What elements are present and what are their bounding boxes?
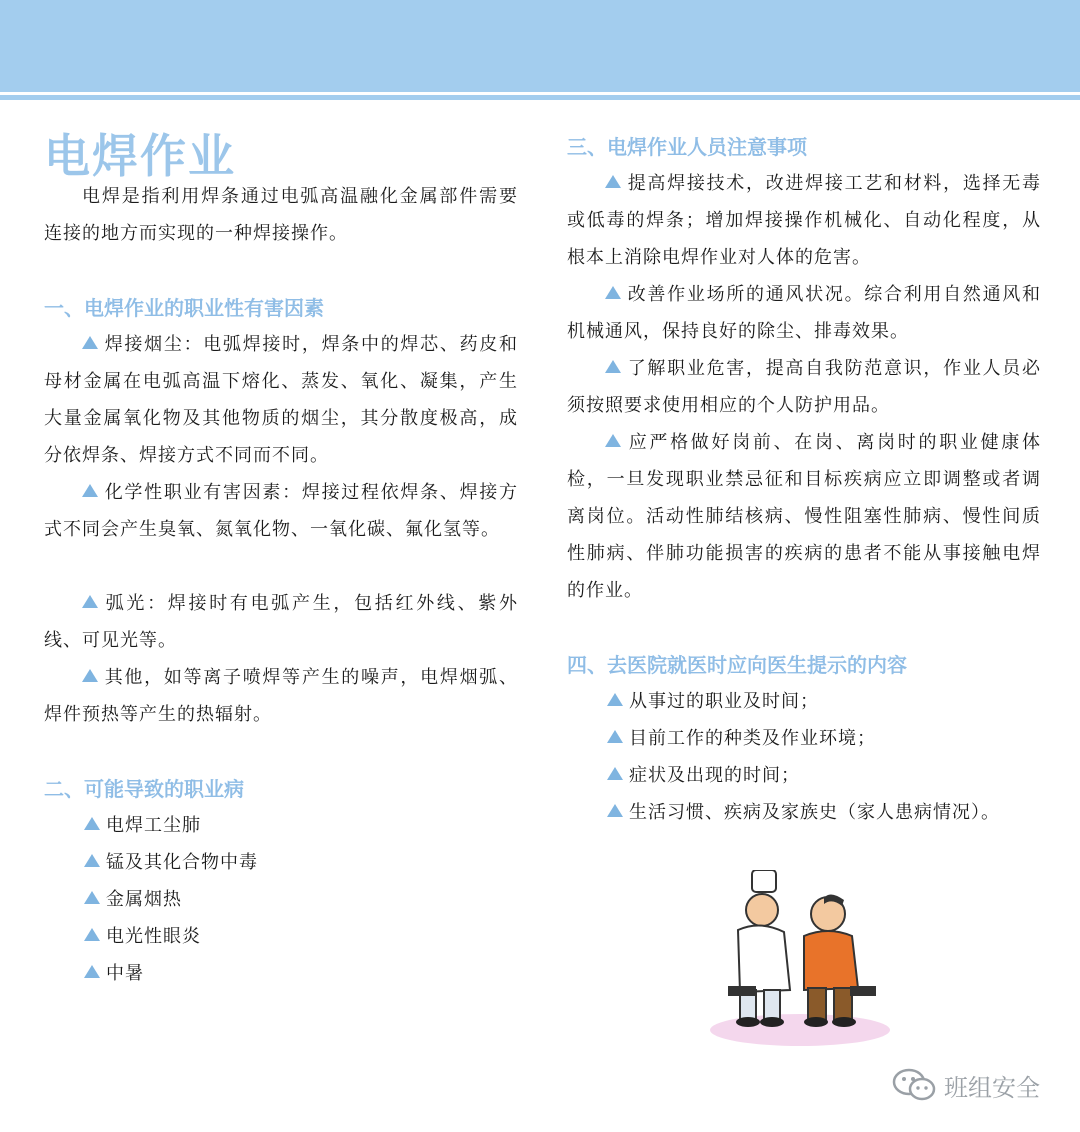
section1-paragraph: 其他，如等离子喷焊等产生的噪声，电焊烟弧、焊件预热等产生的热辐射。	[44, 667, 518, 725]
section1-heading: 一、电焊作业的职业性有害因素	[44, 296, 324, 320]
header-band	[0, 0, 1080, 92]
intro-paragraph: 电焊是指利用焊条通过电弧高温融化金属部件需要连接的地方而实现的一种焊接操作。	[44, 186, 518, 244]
section3-paragraph: 了解职业危害，提高自我防范意识，作业人员必须按照要求使用相应的个人防护用品。	[567, 358, 1041, 416]
section3-paragraph: 改善作业场所的通风状况。综合利用自然通风和机械通风，保持良好的除尘、排毒效果。	[567, 284, 1041, 342]
triangle-bullet-icon	[84, 854, 100, 867]
triangle-bullet-icon	[607, 730, 623, 743]
triangle-bullet-icon	[82, 484, 98, 497]
triangle-bullet-icon	[84, 965, 100, 978]
section4-heading: 四、去医院就医时应向医生提示的内容	[567, 653, 907, 677]
list-item: 症状及出现的时间；	[607, 757, 800, 794]
triangle-bullet-icon	[607, 693, 623, 706]
list-item: 生活习惯、疾病及家族史（家人患病情况）。	[607, 794, 1000, 831]
triangle-bullet-icon	[605, 286, 621, 299]
list-item: 目前工作的种类及作业环境；	[607, 720, 876, 757]
section1-paragraph: 化学性职业有害因素：焊接过程依焊条、焊接方式不同会产生臭氧、氮氧化物、一氧化碳、氟化氢等。	[44, 482, 518, 540]
section1-paragraph: 弧光：焊接时有电弧产生，包括红外线、紫外线、可见光等。	[44, 593, 518, 651]
triangle-bullet-icon	[84, 891, 100, 904]
triangle-bullet-icon	[605, 360, 621, 373]
watermark	[892, 1065, 1040, 1105]
triangle-bullet-icon	[605, 175, 621, 188]
wechat-icon	[892, 1067, 936, 1103]
section1-paragraph: 焊接烟尘：电弧焊接时，焊条中的焊芯、药皮和母材金属在电弧高温下熔化、蒸发、氧化、凝集，产生大量金属氧化物及其他物质的烟尘，其分散度极高，成分依焊条、焊接方式不同而不同。	[44, 334, 518, 466]
triangle-bullet-icon	[84, 928, 100, 941]
section3-paragraph: 应严格做好岗前、在岗、离岗时的职业健康体检，一旦发现职业禁忌征和目标疾病应立即调整或者调离岗位。活动性肺结核病、慢性阻塞性肺病、慢性间质性肺病、伴肺功能损害的疾病的患者不能从事接触电焊的作业。	[567, 432, 1041, 601]
list-item: 中暑	[84, 955, 144, 992]
triangle-bullet-icon	[607, 767, 623, 780]
triangle-bullet-icon	[82, 595, 98, 608]
shadow-shape	[710, 1014, 890, 1046]
triangle-bullet-icon	[84, 817, 100, 830]
triangle-bullet-icon	[605, 434, 621, 447]
list-item: 电光性眼炎	[84, 918, 201, 955]
header-divider	[0, 95, 1080, 100]
watermark-text: 班组安全	[944, 1073, 1040, 1102]
page-title: 电焊作业	[44, 129, 236, 183]
doctor-figure	[728, 870, 790, 1027]
section3-paragraph: 提高焊接技术，改进焊接工艺和材料，选择无毒或低毒的焊条；增加焊接操作机械化、自动化程度，从根本上消除电焊作业对人体的危害。	[567, 173, 1041, 268]
section3-heading: 三、电焊作业人员注意事项	[567, 135, 807, 159]
doctor-patient-illustration	[700, 870, 900, 1050]
list-item: 金属烟热	[84, 881, 182, 918]
triangle-bullet-icon	[82, 669, 98, 682]
list-item: 电焊工尘肺	[84, 807, 201, 844]
list-item: 锰及其化合物中毒	[84, 844, 258, 881]
triangle-bullet-icon	[82, 336, 98, 349]
list-item: 从事过的职业及时间；	[607, 683, 819, 720]
section2-heading: 二、可能导致的职业病	[44, 777, 244, 801]
triangle-bullet-icon	[607, 804, 623, 817]
patient-figure	[804, 894, 876, 1027]
